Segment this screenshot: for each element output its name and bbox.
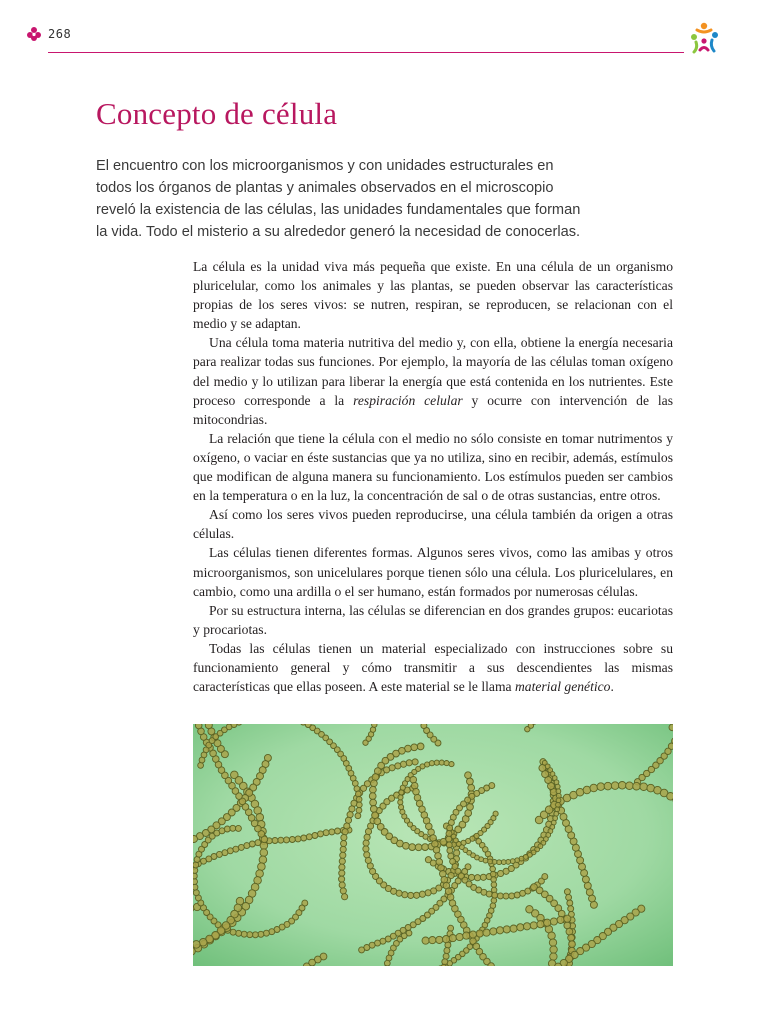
- cell: [198, 763, 204, 769]
- cell: [252, 932, 258, 938]
- cell: [312, 833, 318, 839]
- cell: [384, 960, 390, 966]
- flower-icon: [26, 26, 42, 42]
- cell: [413, 788, 420, 795]
- cell: [340, 888, 346, 894]
- cell: [544, 919, 551, 926]
- cell: [301, 835, 307, 841]
- cell: [193, 879, 198, 885]
- cell: [550, 918, 557, 925]
- cell: [469, 931, 476, 938]
- cell: [363, 840, 369, 846]
- cell: [258, 863, 266, 871]
- cell: [364, 834, 370, 840]
- cell: [490, 928, 497, 935]
- cell: [335, 828, 341, 834]
- cell: [465, 772, 472, 779]
- cell: [488, 963, 495, 966]
- cell: [555, 784, 560, 789]
- cell: [370, 806, 377, 813]
- cell: [421, 724, 427, 729]
- cell: [236, 930, 242, 936]
- cell: [640, 783, 648, 791]
- cell: [667, 793, 673, 801]
- cell: [480, 874, 486, 880]
- cell: [530, 922, 537, 929]
- cell: [241, 931, 247, 937]
- cell: [597, 783, 605, 791]
- cell: [568, 934, 575, 941]
- cell: [256, 814, 264, 822]
- cell: [449, 935, 456, 942]
- paragraph-7: Todas las células tienen un material especializado con instrucciones sobre su funcionamiento general y cómo transmitir a sus descendientes las mismas características que ellas poseen. A este material se le llama material genético.: [193, 640, 673, 695]
- cell: [400, 761, 406, 767]
- cell: [483, 929, 490, 936]
- cell: [224, 826, 230, 832]
- cell: [564, 915, 571, 922]
- cell: [425, 890, 431, 896]
- cell: [398, 800, 403, 805]
- cell: [447, 848, 453, 854]
- cell: [231, 724, 237, 728]
- cell: [474, 875, 480, 881]
- cell: [193, 941, 200, 949]
- cyanobacteria-micrograph: [193, 724, 673, 966]
- cell: [537, 921, 544, 928]
- cell: [342, 829, 348, 835]
- cell: [372, 774, 379, 781]
- cell: [193, 890, 199, 896]
- cell: [260, 849, 268, 857]
- cell: [339, 882, 345, 888]
- cell: [509, 893, 515, 899]
- cell: [467, 804, 474, 811]
- cell: [497, 893, 503, 899]
- cell: [344, 823, 350, 829]
- cell: [566, 928, 573, 935]
- cell: [590, 784, 598, 792]
- cell: [369, 793, 376, 800]
- cell: [318, 831, 324, 837]
- cell: [497, 860, 502, 865]
- cell: [586, 889, 593, 896]
- cell: [272, 838, 278, 844]
- cell: [486, 891, 492, 897]
- cell: [436, 936, 443, 943]
- cell: [339, 864, 345, 870]
- cell: [295, 836, 301, 842]
- cell: [556, 798, 561, 803]
- cell: [557, 916, 564, 923]
- cell: [356, 802, 362, 808]
- cell: [398, 795, 403, 800]
- cell: [496, 927, 503, 934]
- page-number: 268: [48, 27, 72, 41]
- cell: [230, 825, 236, 831]
- cell: [355, 813, 361, 819]
- cell: [193, 836, 198, 843]
- cell: [469, 874, 475, 880]
- cell: [568, 906, 574, 912]
- cell: [289, 837, 295, 843]
- cell: [501, 860, 506, 865]
- cell: [429, 761, 434, 766]
- paragraph-5: Las células tienen diferentes formas. Algunos seres vivos, como las amibas y otros microorganismos, son unicelulares porque tienen sólo una célula. Los pluricelulares, en cambio, como una ardilla o el ser humano, están formados por numerosas células.: [193, 545, 673, 599]
- cell: [359, 947, 365, 953]
- cell: [443, 936, 450, 943]
- cell: [669, 724, 673, 731]
- cell: [465, 810, 472, 817]
- cell: [576, 788, 584, 796]
- body-text: [193, 257, 673, 696]
- cell: [370, 786, 377, 793]
- cell: [195, 724, 202, 729]
- cell: [199, 939, 207, 947]
- cell: [340, 852, 346, 858]
- cell: [569, 941, 576, 948]
- cell: [503, 926, 510, 933]
- cell: [447, 825, 453, 831]
- cell: [668, 743, 673, 749]
- cell: [542, 874, 548, 880]
- cell: [454, 850, 460, 856]
- cell: [515, 858, 520, 863]
- cell: [259, 856, 267, 864]
- cell: [347, 812, 353, 818]
- cell: [341, 834, 347, 840]
- paragraph-1: La célula es la unidad viva más pequeña que existe. En una célula de un organismo pluricelular, como los animales y las plantas, se pueden observar las características propias de los seres vivos: se nutren, respiran, se reproducen, se relacionan con el medio y se adaptan.: [193, 259, 673, 332]
- paragraph-3: La relación que tiene la célula con el medio no sólo consiste en tomar nutrimentos y oxígeno, o vaciar en éste sustancias que ya no utiliza, sino en recibir, además, estímulos que modifican de alguna manera su funcionamiento. Los estímulos pueden ser cambios en la temperatura o en la luz, la concentración de sal o de otras sustancias, entre otros.: [193, 430, 673, 504]
- page-header: [0, 0, 768, 60]
- cell: [422, 844, 429, 851]
- page-title: Concepto de célula: [96, 96, 338, 131]
- cell: [555, 963, 562, 966]
- cell: [442, 959, 448, 965]
- cell: [584, 882, 591, 889]
- cell: [422, 937, 429, 944]
- cell: [371, 780, 378, 787]
- cell: [411, 782, 418, 789]
- cell: [370, 799, 377, 806]
- cell: [564, 889, 570, 895]
- cell: [340, 846, 346, 852]
- cell: [503, 893, 509, 899]
- cell: [339, 876, 345, 882]
- cell: [476, 930, 483, 937]
- cell: [235, 825, 241, 831]
- cell: [433, 847, 440, 854]
- cell: [402, 892, 408, 898]
- cell: [364, 852, 370, 858]
- cell: [492, 892, 498, 898]
- cell: [491, 898, 497, 904]
- cell: [446, 842, 452, 848]
- cell: [490, 866, 496, 872]
- cell: [567, 900, 573, 906]
- cell: [406, 760, 412, 766]
- cell: [205, 724, 212, 729]
- cell: [193, 884, 198, 890]
- cell: [419, 891, 425, 897]
- cell: [448, 925, 454, 931]
- cell: [468, 784, 475, 791]
- cell: [306, 834, 312, 840]
- cell: [548, 932, 555, 939]
- cell: [345, 817, 351, 823]
- cell: [556, 802, 561, 807]
- cell: [412, 759, 418, 765]
- cell: [372, 724, 377, 727]
- cell: [339, 870, 345, 876]
- paragraph-4: Así como los seres vivos pueden reproducirse, una célula también da origen a otras células.: [193, 507, 673, 542]
- cell: [356, 808, 362, 814]
- cell: [193, 873, 197, 879]
- cell: [411, 744, 418, 751]
- cell: [579, 863, 586, 870]
- cell: [278, 837, 284, 843]
- cell: [363, 846, 369, 852]
- intro-paragraph: El encuentro con los microorganismos y con unidades estructurales en todos los órganos de plantas y animales observados en el microscopio reveló la existencia de las células, las unidades fundamentales que forman la vida. Todo el misterio a su alrededor generó la necesidad de conocerlas.: [96, 158, 581, 240]
- cell: [528, 724, 533, 728]
- emphasis-material-genetico: material genético: [514, 679, 611, 695]
- paragraph-2: Una célula toma materia nutritiva del medio y, con ella, obtiene la energía necesaria para realizar todas sus funciones. Por ejemplo, la mayoría de las células toman oxígeno del medio y lo utilizan para liberar la energía que está contenida en los nutrientes. Este proceso corresponde a la respiración celular y ocurre con intervención de las mitocondrias.: [193, 335, 673, 427]
- cell: [356, 797, 362, 803]
- cell: [410, 776, 417, 783]
- cell: [303, 963, 310, 966]
- cell: [550, 946, 557, 953]
- cell: [444, 948, 450, 954]
- cell: [409, 844, 416, 851]
- cell: [488, 859, 493, 864]
- cell: [449, 762, 454, 767]
- cell: [550, 953, 557, 960]
- cell: [415, 844, 422, 851]
- cell: [491, 877, 497, 883]
- cell: [566, 894, 572, 900]
- cell: [365, 857, 371, 863]
- cell: [417, 743, 424, 750]
- cell: [467, 778, 474, 785]
- header-rule: [48, 52, 684, 53]
- cell: [439, 760, 444, 765]
- cell: [523, 923, 530, 930]
- cell: [510, 925, 517, 932]
- cell: [556, 793, 561, 798]
- cell: [339, 858, 345, 864]
- cell: [432, 841, 439, 848]
- emphasis-respiracion: respiración celular: [353, 392, 463, 408]
- cell: [633, 782, 641, 790]
- cell: [443, 953, 449, 959]
- cell: [510, 859, 515, 864]
- cell: [604, 782, 612, 790]
- cell: [555, 807, 560, 812]
- cell: [435, 853, 442, 860]
- cell: [329, 829, 335, 835]
- cell: [429, 937, 436, 944]
- cell: [456, 933, 463, 940]
- cell: [284, 837, 290, 843]
- cell: [444, 761, 449, 766]
- cell: [582, 876, 589, 883]
- cell: [446, 836, 452, 842]
- cell: [342, 894, 348, 900]
- cell: [355, 791, 361, 797]
- cell: [403, 842, 410, 849]
- cell: [517, 924, 524, 931]
- cell: [263, 930, 269, 936]
- cell: [549, 939, 556, 946]
- cell: [611, 782, 619, 790]
- cell: [463, 932, 470, 939]
- cell: [491, 882, 497, 888]
- paragraph-6: Por su estructura interna, las células se diferencian en dos grandes grupos: eucariotas y procariotas.: [193, 602, 673, 637]
- people-circle-logo: [686, 20, 722, 56]
- cell: [618, 782, 626, 790]
- cell: [323, 830, 329, 836]
- micrograph-svg: [193, 724, 673, 966]
- cell: [446, 831, 452, 837]
- cell: [247, 932, 253, 938]
- cell: [341, 840, 347, 846]
- cell: [414, 892, 420, 898]
- cell: [399, 805, 404, 810]
- cell: [434, 760, 439, 765]
- cell: [490, 871, 496, 877]
- cell: [408, 892, 414, 898]
- cell: [626, 782, 634, 790]
